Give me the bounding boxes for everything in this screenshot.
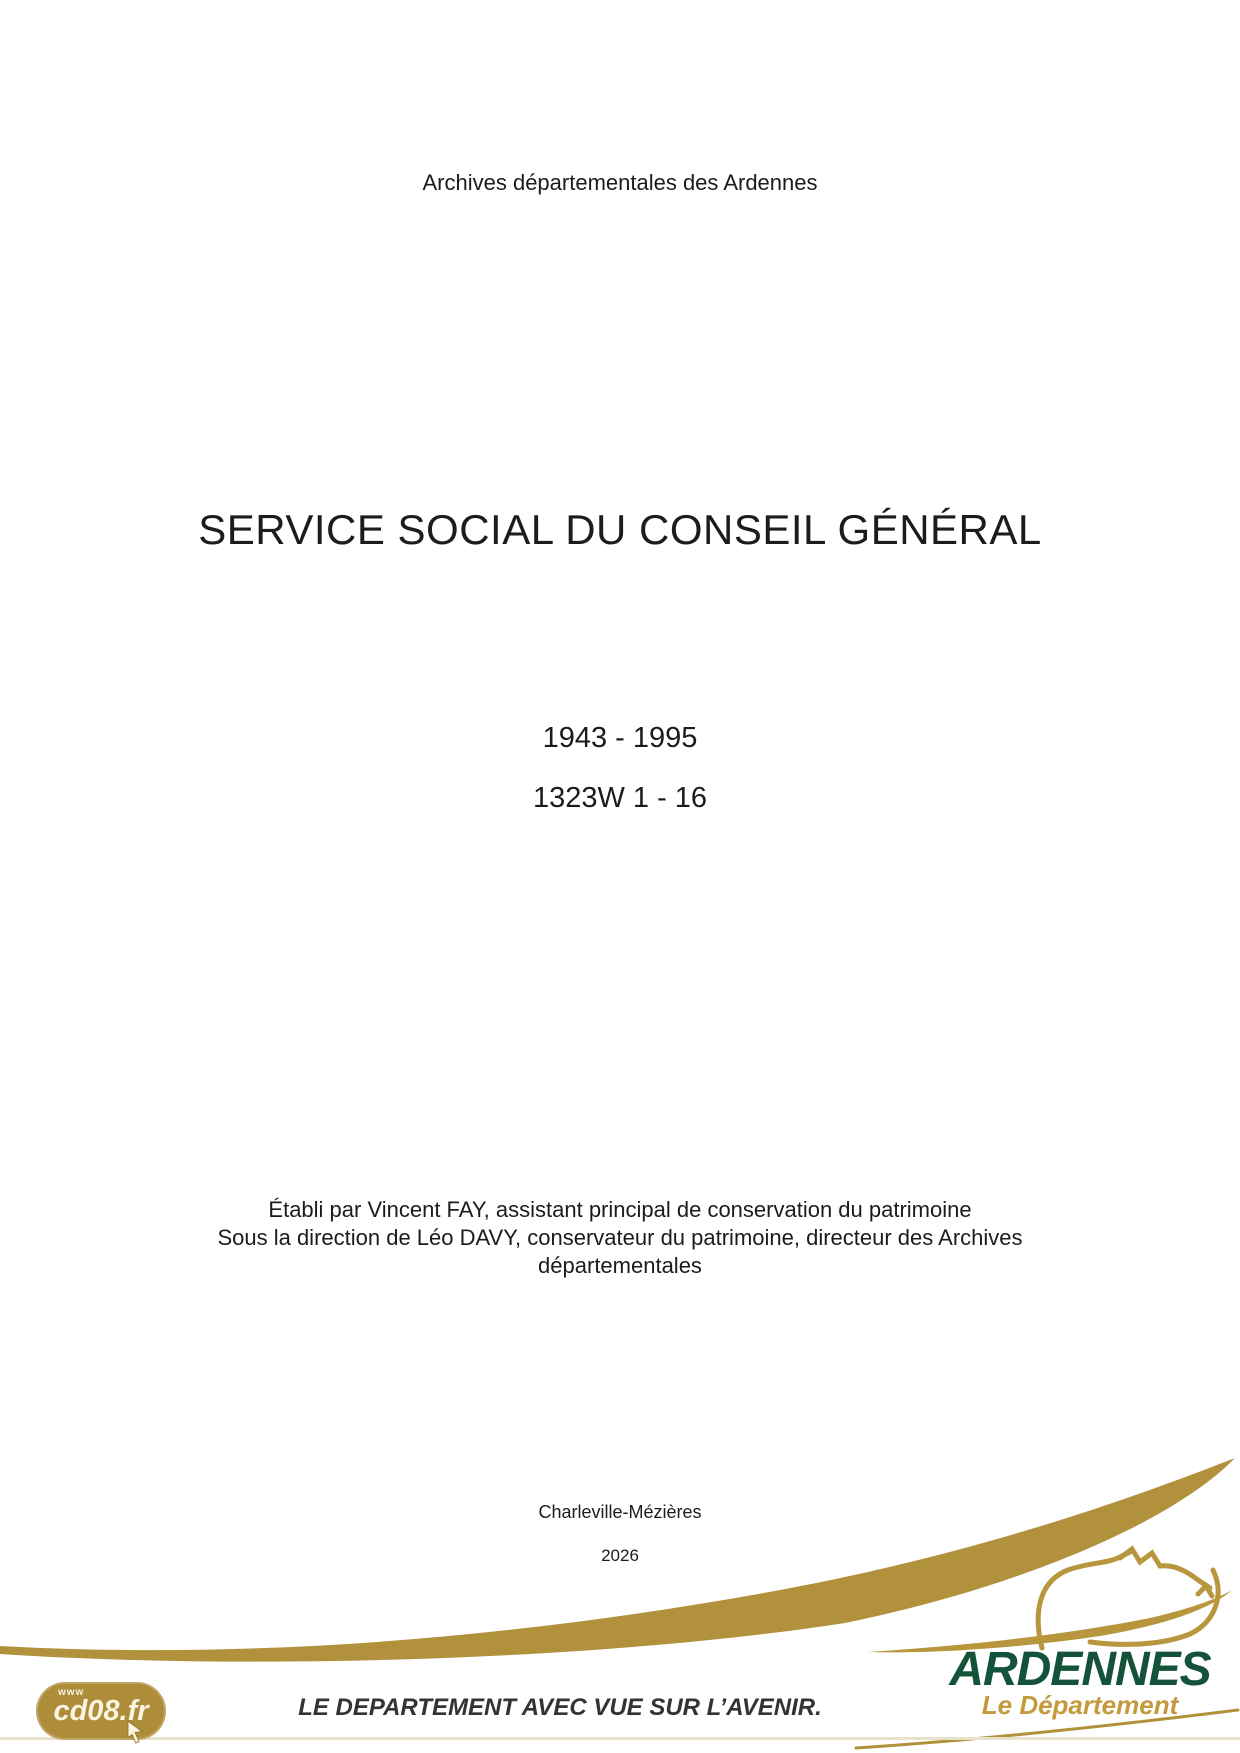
cd08-label: cd08.fr: [53, 1695, 149, 1727]
credits-line-2: Sous la direction de Léo DAVY, conservateur du patrimoine, directeur des Archives: [217, 1225, 1023, 1250]
ardennes-wordmark: ARDENNES: [949, 1643, 1211, 1696]
year-label: 2026: [601, 1546, 639, 1565]
archive-reference: 1323W 1 - 16: [532, 782, 708, 814]
credits-line-1: Établi par Vincent FAY, assistant principal de conservation du patrimoine: [268, 1197, 972, 1222]
cursor-icon: [126, 1720, 144, 1746]
page-title: SERVICE SOCIAL DU CONSEIL GÉNÉRAL: [198, 506, 1042, 553]
cd08-logo: [36, 1682, 166, 1740]
city-label: Charleville-Mézières: [538, 1502, 702, 1522]
cd08-www-label: www: [58, 1687, 85, 1698]
institution-header: Archives départementales des Ardennes: [422, 170, 818, 195]
date-range: 1943 - 1995: [542, 722, 698, 754]
department-slogan: LE DEPARTEMENT AVEC VUE SUR L’AVENIR.: [298, 1694, 822, 1721]
credits-block: [0, 1196, 1240, 1280]
credits-line-3: départementales: [538, 1253, 702, 1278]
ardennes-subtitle: Le Département: [981, 1690, 1179, 1720]
ardennes-logo: [920, 1540, 1240, 1753]
